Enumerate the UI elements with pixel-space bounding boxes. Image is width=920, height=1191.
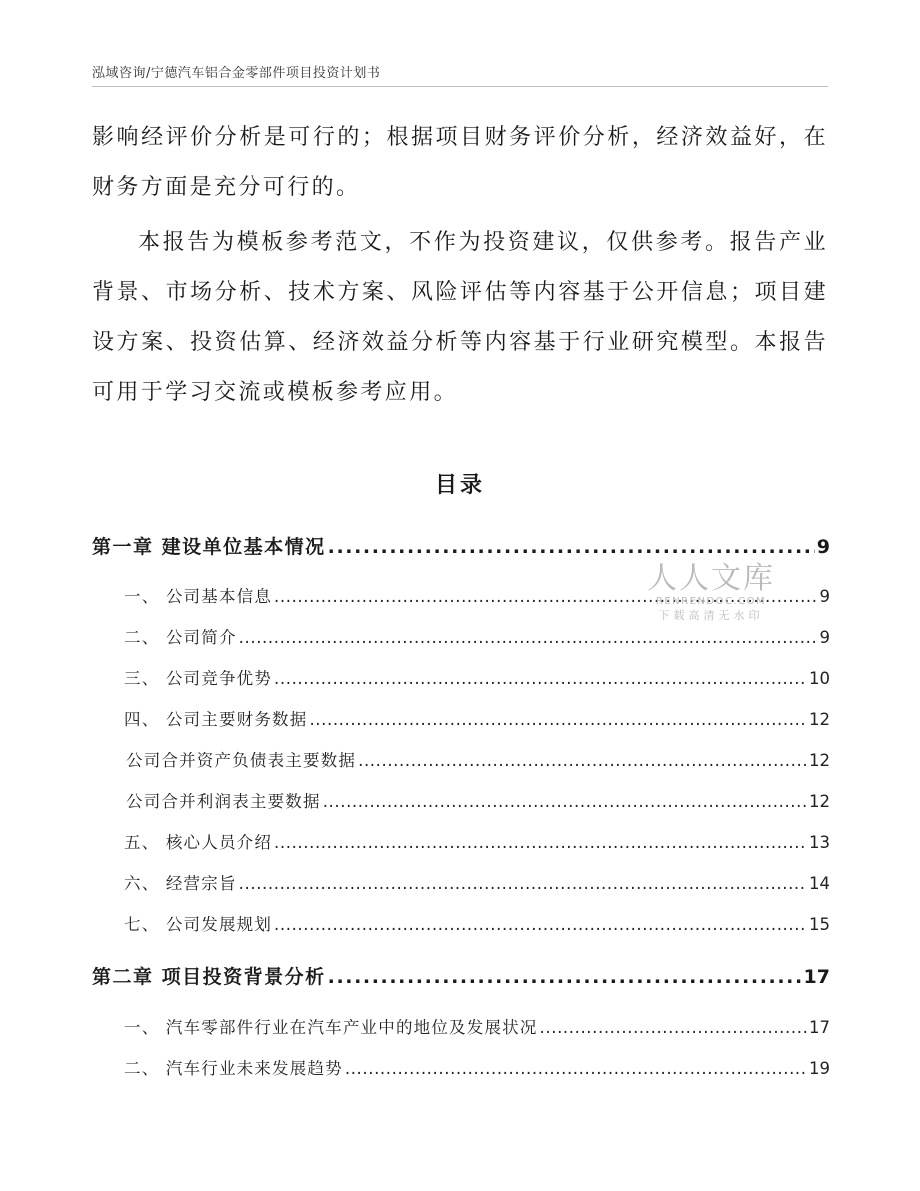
toc-page-number: 10 — [809, 669, 830, 688]
toc-leader-dots — [323, 792, 807, 811]
toc-entry-subsection[interactable] — [126, 788, 830, 812]
toc-entry-chapter-2[interactable] — [92, 962, 830, 989]
toc-leader-dots — [239, 874, 807, 893]
toc-entry-label: 公司合并利润表主要数据 — [126, 792, 321, 811]
toc-entry-label: 公司合并资产负债表主要数据 — [126, 751, 357, 770]
toc-entry-chapter-1[interactable] — [92, 532, 830, 559]
watermark-tagline: 下载高清无水印 — [658, 609, 764, 622]
toc-page-number: 12 — [809, 792, 830, 811]
running-header: 泓域咨询/宁德汽车铝合金零部件项目投资计划书 — [92, 66, 381, 81]
toc-leader-dots — [239, 628, 818, 647]
toc-entry-label: 一、 汽车零部件行业在汽车产业中的地位及发展状况 — [124, 1018, 538, 1037]
toc-leader-dots — [358, 751, 807, 770]
toc-page-number: 9 — [816, 536, 830, 558]
toc-page-number: 9 — [819, 628, 830, 647]
toc-leader-dots — [328, 966, 802, 988]
toc-entry-label: 六、 经营宗旨 — [124, 874, 237, 893]
toc-page-number: 17 — [809, 1018, 830, 1037]
toc-page-number: 9 — [819, 587, 830, 606]
toc-entry-section[interactable] — [124, 1055, 830, 1079]
toc-entry-section[interactable] — [124, 665, 830, 689]
toc-entry-label: 第一章 建设单位基本情况 — [92, 536, 326, 558]
toc-leader-dots — [309, 710, 807, 729]
toc-leader-dots — [540, 1018, 807, 1037]
toc-entry-label: 四、 公司主要财务数据 — [124, 710, 308, 729]
toc-entry-section[interactable] — [124, 706, 830, 730]
body-paragraph-2: 本报告为模板参考范文，不作为投资建议，仅供参考。报告产业背景、市场分析、技术方案、风险评估等内容基于公开信息；项目建设方案、投资估算、经济效益分析等内容基于行业研究模型。本报告可用于学习交流或模板参考应用。 — [92, 230, 828, 405]
toc-entry-section[interactable] — [124, 1014, 830, 1038]
toc-entry-label: 五、 核心人员介绍 — [124, 833, 273, 852]
toc-entry-section[interactable] — [124, 624, 830, 648]
toc-entry-section[interactable] — [124, 870, 830, 894]
toc-entry-label: 第二章 项目投资背景分析 — [92, 966, 326, 988]
watermark-domain: RENRENDOC.COM — [655, 596, 767, 607]
toc-entry-label: 一、 公司基本信息 — [124, 587, 273, 606]
toc-entry-label: 二、 公司简介 — [124, 628, 237, 647]
toc-page-number: 12 — [809, 710, 830, 729]
watermark — [646, 562, 776, 624]
toc-page-number: 15 — [809, 915, 830, 934]
toc-page-number: 19 — [809, 1059, 830, 1078]
toc-page-number: 13 — [809, 833, 830, 852]
toc-entry-label: 二、 汽车行业未来发展趋势 — [124, 1059, 343, 1078]
toc-title: 目录 — [434, 473, 485, 498]
toc-page-number: 17 — [803, 966, 830, 988]
toc-leader-dots — [328, 536, 815, 558]
toc-page-number: 14 — [809, 874, 830, 893]
header-divider — [92, 86, 828, 87]
toc-page-number: 12 — [809, 751, 830, 770]
toc-leader-dots — [274, 669, 807, 688]
toc-entry-section[interactable] — [124, 829, 830, 853]
watermark-logo: 人人文库 — [647, 561, 775, 596]
body-paragraph-1: 影响经评价分析是可行的；根据项目财务评价分析，经济效益好，在财务方面是充分可行的。 — [92, 125, 828, 200]
toc-leader-dots — [274, 915, 807, 934]
toc-entry-section[interactable] — [124, 911, 830, 935]
toc-leader-dots — [345, 1059, 807, 1078]
toc-leader-dots — [274, 833, 807, 852]
toc-entry-label: 七、 公司发展规划 — [124, 915, 273, 934]
toc-entry-subsection[interactable] — [126, 747, 830, 771]
toc-entry-label: 三、 公司竞争优势 — [124, 669, 273, 688]
